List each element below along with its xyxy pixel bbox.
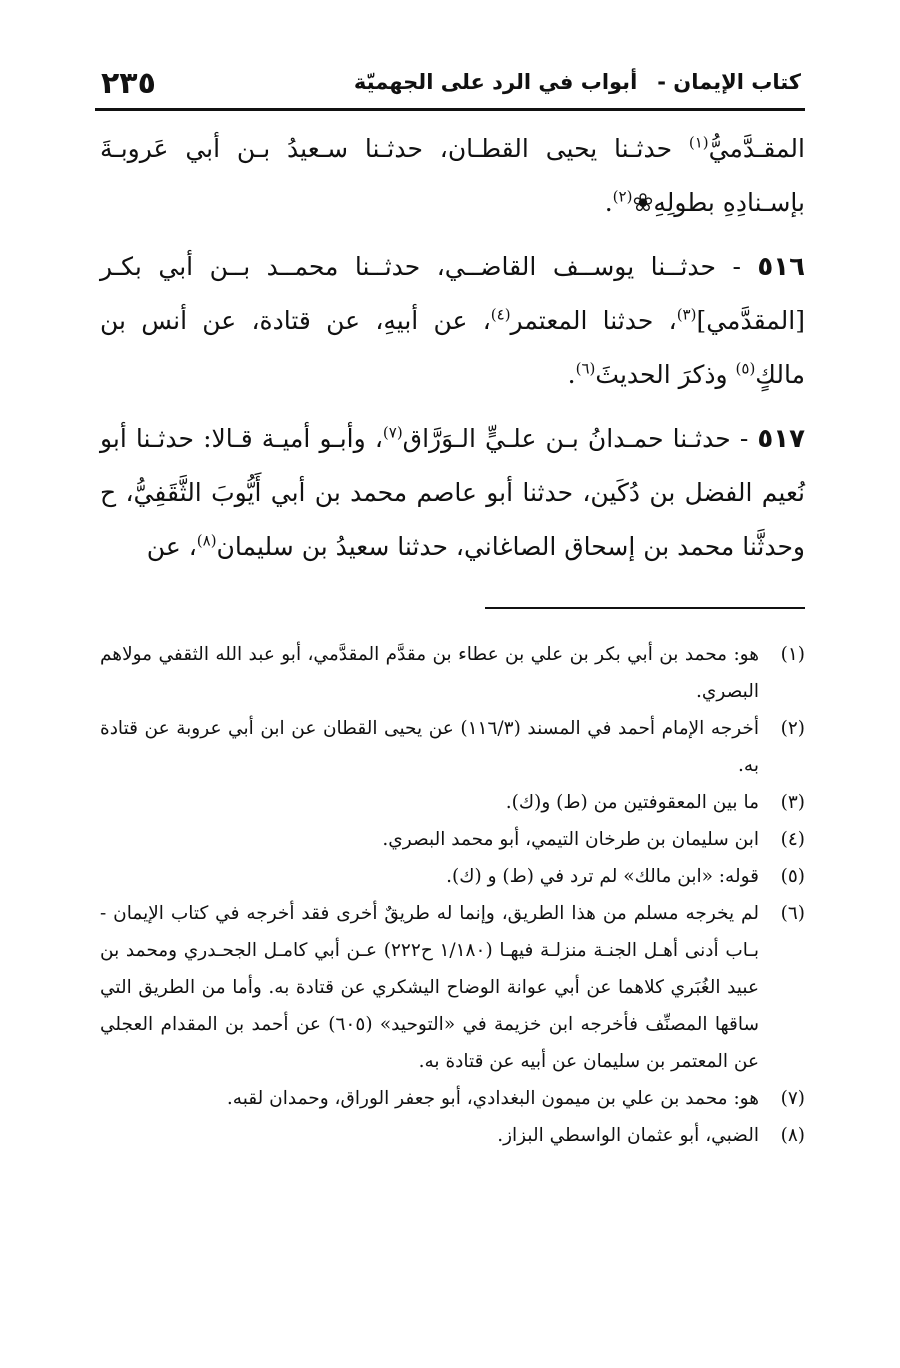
running-title bbox=[354, 70, 801, 94]
footnote-ref-2: (٢) bbox=[612, 187, 633, 206]
text-run: ، وأبـو أميـة قـالا: حدثـنا أبو نُعيم الفضل بن دُكَين، حدثنا أبو عاصم محمد بن أبي أَيُّوبَ الثَّقَفِيُّ، ح وحدثَّنا محمد بن إسحاق الصاغاني، حدثنا سعيدُ بن سليمان bbox=[100, 424, 805, 561]
footnote-1 bbox=[100, 636, 805, 710]
footnote-text: قوله: «ابن مالك» لم ترد في (ط) و (ك). bbox=[446, 866, 759, 887]
footnote-number: (٨) bbox=[780, 1125, 805, 1146]
footnote-5 bbox=[100, 858, 805, 895]
text-run: حدثـنا يحيى القطـان، حدثـنا سـعيدُ بـن أبي عَروبـةَ بإسـنادِهِ بطولِهِ bbox=[100, 134, 805, 217]
text-run: - حدثـنا حمـدانُ بـن علـيٍّ الـوَرَّاق bbox=[402, 424, 758, 453]
footnote-3 bbox=[100, 784, 805, 821]
text-run: - حدثــنا يوســف القاضــي، حدثــنا محمــد بــن أبي بكـر [المقدَّمي] bbox=[100, 252, 805, 335]
footnote-text: أخرجه الإمام أحمد في المسند (١١٦/٣) عن يحيى القطان عن ابن أبي عروبة عن قتادة به. bbox=[100, 718, 759, 776]
text-run: ، عن أبيهِ، عن قتادة، عن أنس بن مالكٍ bbox=[100, 306, 805, 389]
paragraph-continuation bbox=[100, 122, 805, 230]
footnote-ref-1: (١) bbox=[688, 133, 709, 152]
footnote-4 bbox=[100, 821, 805, 858]
footnote-text: الضبي، أبو عثمان الواسطي البزاز. bbox=[497, 1125, 759, 1146]
footnote-7 bbox=[100, 1080, 805, 1117]
footnote-number: (١) bbox=[780, 644, 805, 665]
footnote-text: هو: محمد بن علي بن ميمون البغدادي، أبو جعفر الوراق، وحمدان لقبه. bbox=[226, 1088, 759, 1109]
running-title-chapter: أبواب في الرد على الجهميّة bbox=[353, 70, 638, 94]
flower-icon: ❀ bbox=[632, 188, 654, 217]
footnote-ref-8: (٨) bbox=[196, 531, 217, 550]
main-text bbox=[100, 122, 805, 584]
text-run: المقـدَّميُّ bbox=[708, 134, 805, 163]
text-run: ، عن bbox=[146, 532, 197, 561]
page-header bbox=[95, 64, 805, 111]
footnote-number: (٧) bbox=[780, 1088, 805, 1109]
footnote-ref-4: (٤) bbox=[490, 305, 511, 324]
footnote-text: لم يخرجه مسلم من هذا الطريق، وإنما له طريقٌ أخرى فقد أخرجه في كتاب الإيمان - بـاب أدنى أهـل الجنـة منزلـة فيهـا (١/١٨٠ ح٢٢٢) عـن أبي كامـل الجحـدري ومحمد بن عبيد الغُبَري كلاهما عن أبي عوانة الوضاح اليشكري عن قتادة به. وأما من الطريق التي ساقها المصنِّف فأخرجه ابن خزيمة في «التوحيد» (٦٠٥) عن أحمد بن المقدام العجلي عن المعتمر بن سليمان عن أبيه عن قتادة به. bbox=[100, 903, 759, 1072]
footnote-ref-3: (٣) bbox=[676, 305, 697, 324]
footnote-text: ما بين المعقوفتين من (ط) و(ك). bbox=[505, 792, 759, 813]
footnote-number: (٦) bbox=[780, 903, 805, 924]
footnote-ref-6: (٦) bbox=[575, 359, 596, 378]
footnote-2 bbox=[100, 710, 805, 784]
footnote-number: (٢) bbox=[780, 718, 805, 739]
footnote-ref-5: (٥) bbox=[735, 359, 756, 378]
hadith-517 bbox=[100, 412, 805, 574]
hadith-number: ٥١٧ bbox=[757, 424, 805, 454]
page-number: ٢٣٥ bbox=[101, 66, 156, 101]
footnote-number: (٣) bbox=[780, 792, 805, 813]
footnotes bbox=[100, 636, 805, 1154]
footnote-6 bbox=[100, 895, 805, 1080]
footnote-number: (٥) bbox=[780, 866, 805, 887]
footnote-8 bbox=[100, 1117, 805, 1154]
text-run: ، حدثنا المعتمر bbox=[510, 306, 677, 335]
footnote-number: (٤) bbox=[780, 829, 805, 850]
running-title-book: كتاب الإيمان - bbox=[657, 70, 801, 94]
footnote-divider bbox=[485, 607, 805, 609]
hadith-number: ٥١٦ bbox=[757, 252, 805, 282]
hadith-516 bbox=[100, 240, 805, 402]
footnote-text: هو: محمد بن أبي بكر بن علي بن عطاء بن مقدَّم المقدَّمي، أبو عبد الله الثقفي مولاهم البصري. bbox=[100, 644, 759, 702]
text-run: وذكرَ الحديثَ bbox=[595, 360, 736, 389]
footnote-text: ابن سليمان بن طرخان التيمي، أبو محمد البصري. bbox=[382, 829, 759, 850]
text-run: . bbox=[567, 360, 576, 389]
footnote-ref-7: (٧) bbox=[382, 423, 403, 442]
text-run: . bbox=[604, 188, 613, 217]
